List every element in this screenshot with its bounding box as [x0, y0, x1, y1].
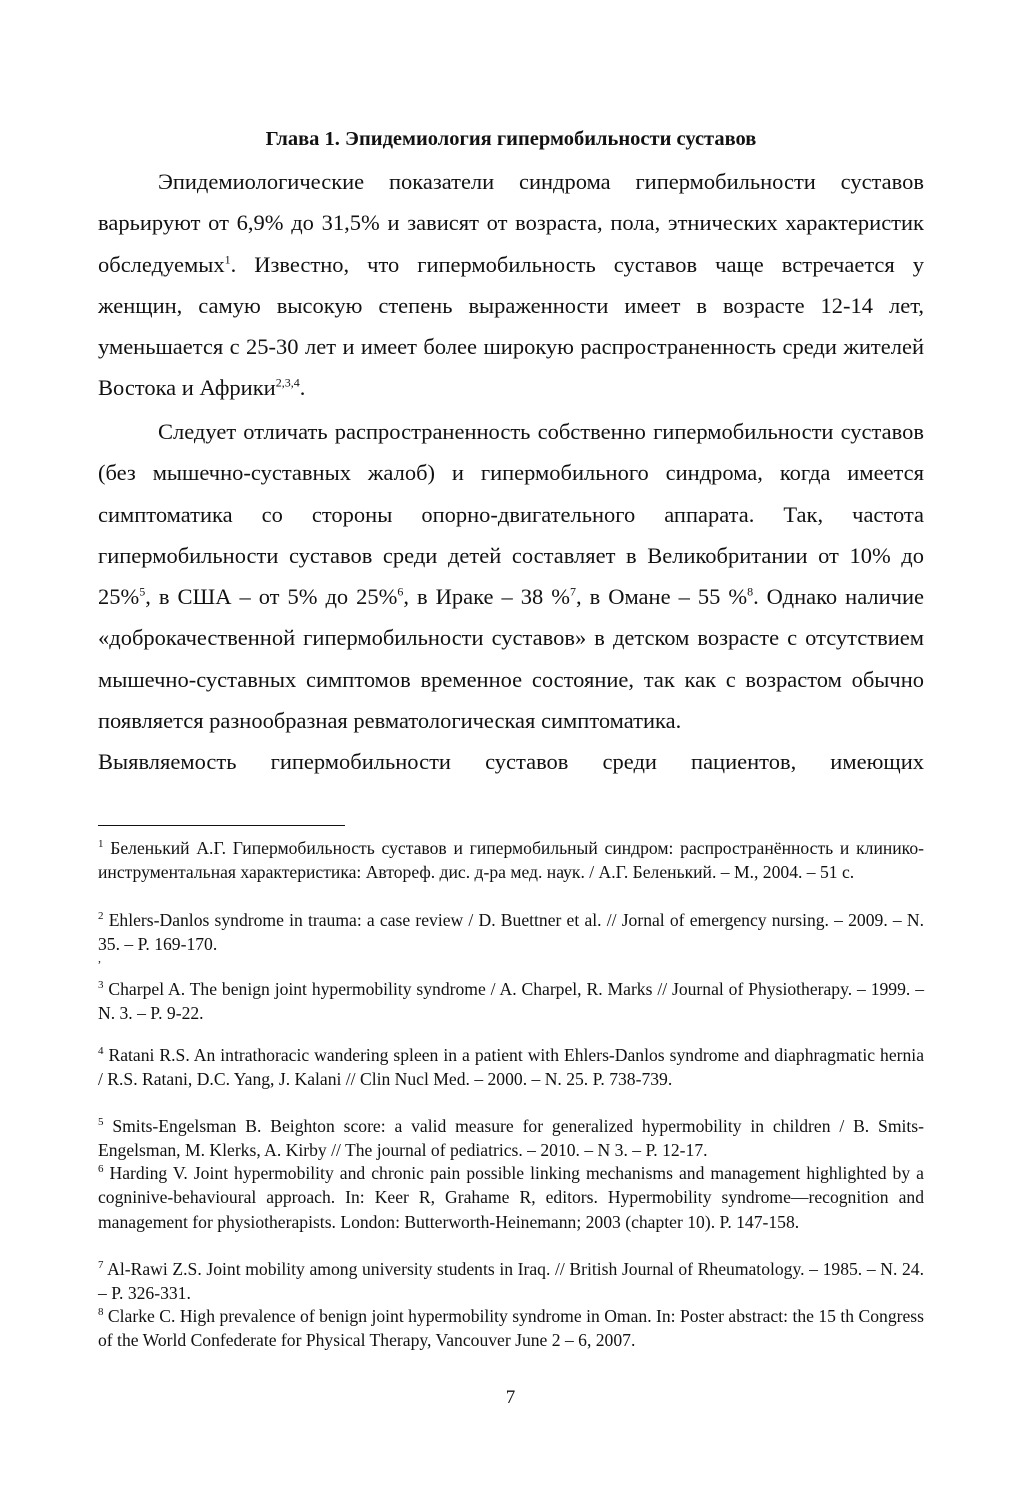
footnote-number: 7: [98, 1259, 104, 1272]
footnote-ref-1: 1: [224, 252, 231, 267]
footnote-text: Clarke C. High prevalence of benign joint hypermobility syndrome in Oman. In: Poster abstract: the 15 th Congress of the World Confederate for Physical Therapy, Vancouver June 2 – 6, 2007.: [98, 1306, 924, 1351]
paragraph-1: [98, 161, 924, 409]
paragraph-1-text-c: .: [299, 375, 306, 401]
footnote-6: [98, 1161, 924, 1234]
footnote-ref-5: 5: [139, 584, 146, 599]
footnote-4: [98, 1043, 924, 1092]
chapter-heading: Глава 1. Эпидемиология гипермобильности суставов: [265, 128, 757, 150]
footnote-1: [98, 836, 924, 885]
footnote-2: [98, 908, 924, 957]
footnote-7: [98, 1257, 924, 1306]
footnote-5: [98, 1114, 924, 1163]
footnote-number: 2: [98, 910, 104, 923]
paragraph-2: [98, 411, 924, 783]
footnote-text: Al-Rawi Z.S. Joint mobility among university students in Iraq. // British Journal of Rheumatology. – 1985. – N. 24. – P. 326-331.: [98, 1259, 924, 1304]
footnote-text: Ratani R.S. An intrathoracic wandering spleen in a patient with Ehlers-Danlos syndrome and diaphragmatic hernia / R.S. Ratani, D.C. Yang, J. Kalani // Clin Nucl Med. – 2000. – N. 25. P. 738-739.: [98, 1045, 924, 1090]
paragraph-2-text-c: , в Ираке – 38 %: [403, 584, 570, 610]
footnote-number: 8: [98, 1306, 104, 1319]
footnote-text: Smits-Engelsman B. Beighton score: a valid measure for generalized hypermobility in children / B. Smits-Engelsman, M. Klerks, A. Kirby // The journal of pediatrics. – 2010. – N 3. – P. 12-17.: [98, 1116, 924, 1161]
footnote-number: 4: [98, 1045, 104, 1058]
footnote-ref-7: 7: [569, 584, 576, 599]
page-number: 7: [505, 1387, 516, 1408]
footnote-number: 6: [98, 1163, 104, 1176]
footnote-ref-6: 6: [397, 584, 404, 599]
paragraph-1-text-b: . Известно, что гипермобильность суставов чаще встречается у женщин, самую высокую степень выраженности имеет в возрасте 12-14 лет, уменьшается с 25-30 лет и имеет более широкую распространенность среди жителей Востока и Африки: [98, 251, 924, 401]
paragraph-1-text-a: Эпидемиологические показатели синдрома гипермобильности суставов варьируют от 6,9% до 31,5% и зависят от возраста, пола, этнических характеристик обследуемых: [98, 169, 924, 277]
footnote-separator: [98, 825, 345, 826]
footnote-text: Беленький А.Г. Гипермобильность суставов и гипермобильный синдром: распространённость и клинико-инструментальная характеристика: Автореф. дис. д-ра мед. наук. / А.Г. Беленький. – М., 2004. – 51 с.: [98, 838, 924, 883]
footnote-text: Ehlers-Danlos syndrome in trauma: a case review / D. Buettner et al. // Jornal of emergency nursing. – 2009. – N. 35. – P. 169-170.: [98, 910, 924, 955]
footnote-number: 1: [98, 838, 104, 851]
footnote-number: 5: [98, 1116, 104, 1129]
footnote-number: 3: [98, 979, 104, 992]
footnote-3: [98, 977, 924, 1026]
paragraph-2-text-f: Выявляемость гипермобильности суставов среди пациентов, имеющих: [98, 749, 924, 775]
footnote-8: [98, 1304, 924, 1353]
footnote-ref-2-3-4: 2,3,4: [275, 375, 300, 390]
paragraph-2-text-b: , в США – от 5% до 25%: [145, 584, 398, 610]
footnote-text: Charpel A. The benign joint hypermobility syndrome / A. Charpel, R. Marks // Journal of Physiotherapy. – 1999. – N. 3. – P. 9-22.: [98, 979, 924, 1024]
footnote-ref-8: 8: [747, 584, 754, 599]
paragraph-2-text-a: Следует отличать распространенность собственно гипермобильности суставов (без мышечно-суставных жалоб) и гипермобильного синдрома, когда имеется симптоматика со стороны опорно-двигательного аппарата. Так, частота гипермобильности суставов среди детей составляет в Великобритании от 10% до 25%: [98, 419, 924, 610]
stray-mark: ,: [98, 951, 101, 965]
paragraph-2-text-d: , в Омане – 55 %: [575, 584, 748, 610]
paragraph-2-text-e: . Однако наличие «доброкачественной гипермобильности суставов» в детском возрасте с отсутствием мышечно-суставных симптомов временное состояние, так как с возрастом обычно появляется разнообразная ревматологическая симптоматика.: [98, 584, 924, 734]
footnote-text: Harding V. Joint hypermobility and chronic pain possible linking mechanisms and management highlighted by a cogninive-behavioural approach. In: Keer R, Grahame R, editors. Hypermobility syndrome—recognition and management for physiotherapists. London: Butterworth-Heinemann; 2003 (chapter 10). P. 147-158.: [98, 1163, 924, 1232]
